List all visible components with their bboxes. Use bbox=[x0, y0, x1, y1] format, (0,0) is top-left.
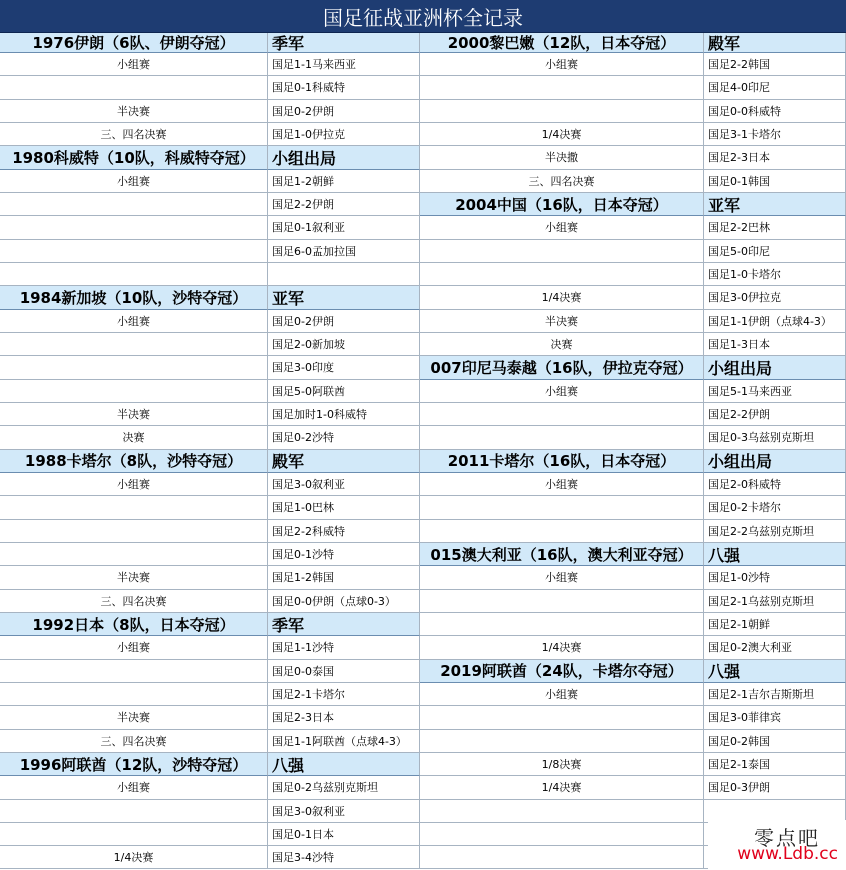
tournament-header: 1976伊朗（6队、伊朗夺冠） bbox=[0, 33, 268, 53]
stage-label: 半决撒 bbox=[420, 146, 704, 169]
match-result: 国足2-3日本 bbox=[704, 146, 846, 169]
match-result: 国足3-0叙利亚 bbox=[268, 473, 420, 496]
stage-label: 小组赛 bbox=[0, 170, 268, 193]
stage-label: 小组赛 bbox=[420, 566, 704, 589]
stage-label bbox=[420, 403, 704, 426]
tournament-result: 殿军 bbox=[268, 450, 420, 473]
tournament-result: 八强 bbox=[268, 753, 420, 776]
stage-label bbox=[0, 193, 268, 216]
stage-label: 半决赛 bbox=[0, 566, 268, 589]
stage-label: 1/4决赛 bbox=[420, 123, 704, 146]
stage-label bbox=[0, 76, 268, 99]
stage-label bbox=[420, 100, 704, 123]
stage-label bbox=[420, 263, 704, 286]
match-result: 国足3-0叙利亚 bbox=[268, 800, 420, 823]
stage-label: 小组赛 bbox=[0, 53, 268, 76]
stage-label: 半决赛 bbox=[0, 403, 268, 426]
match-result: 国足2-2巴林 bbox=[704, 216, 846, 239]
match-result: 国足0-0泰国 bbox=[268, 660, 420, 683]
match-result: 国足0-3乌兹别克斯坦 bbox=[704, 426, 846, 449]
match-result: 国足1-0巴林 bbox=[268, 496, 420, 519]
match-result: 国足2-1朝鲜 bbox=[704, 613, 846, 636]
match-result: 国足1-0卡塔尔 bbox=[704, 263, 846, 286]
stage-label: 1/8决赛 bbox=[420, 753, 704, 776]
watermark-url: www.Ldb.cc bbox=[737, 844, 838, 864]
tournament-result: 季军 bbox=[268, 613, 420, 636]
tournament-header: 1996阿联酋（12队，沙特夺冠） bbox=[0, 753, 268, 776]
tournament-header: 1988卡塔尔（8队，沙特夺冠） bbox=[0, 450, 268, 473]
match-result: 国足2-1卡塔尔 bbox=[268, 683, 420, 706]
stage-label bbox=[0, 240, 268, 263]
stage-label: 小组赛 bbox=[420, 473, 704, 496]
match-result: 国足1-1沙特 bbox=[268, 636, 420, 659]
stage-label bbox=[0, 496, 268, 519]
stage-label: 1/4决赛 bbox=[420, 776, 704, 799]
page-title: 国足征战亚洲杯全记录 bbox=[0, 0, 846, 33]
stage-label bbox=[420, 730, 704, 753]
stage-label: 1/4决赛 bbox=[420, 636, 704, 659]
match-result: 国足1-0伊拉克 bbox=[268, 123, 420, 146]
stage-label bbox=[0, 216, 268, 239]
stage-label bbox=[420, 706, 704, 729]
stage-label bbox=[0, 356, 268, 379]
match-result: 国足3-0印度 bbox=[268, 356, 420, 379]
tournament-header: 2011卡塔尔（16队，日本夺冠） bbox=[420, 450, 704, 473]
stage-label bbox=[420, 590, 704, 613]
stage-label bbox=[0, 333, 268, 356]
stage-label: 小组赛 bbox=[420, 216, 704, 239]
tournament-header: 1984新加坡（10队，沙特夺冠） bbox=[0, 286, 268, 309]
stage-label bbox=[0, 660, 268, 683]
match-result: 国足2-1吉尔吉斯斯坦 bbox=[704, 683, 846, 706]
match-result: 国足2-2韩国 bbox=[704, 53, 846, 76]
match-result: 国足1-0沙特 bbox=[704, 566, 846, 589]
match-result: 国足2-2伊朗 bbox=[704, 403, 846, 426]
stage-label bbox=[420, 846, 704, 869]
match-result: 国足0-3伊朗 bbox=[704, 776, 846, 799]
match-result: 国足0-0伊朗（点球0-3） bbox=[268, 590, 420, 613]
match-result: 国足5-0阿联酋 bbox=[268, 380, 420, 403]
match-result: 国足1-2韩国 bbox=[268, 566, 420, 589]
match-result: 国足5-0印尼 bbox=[704, 240, 846, 263]
match-result: 国足0-1沙特 bbox=[268, 543, 420, 566]
stage-label: 三、四名决赛 bbox=[0, 730, 268, 753]
match-result: 国足2-2科威特 bbox=[268, 520, 420, 543]
stage-label: 三、四名决赛 bbox=[0, 123, 268, 146]
stage-label bbox=[0, 683, 268, 706]
match-result: 国足0-2卡塔尔 bbox=[704, 496, 846, 519]
match-result: 国足0-1科威特 bbox=[268, 76, 420, 99]
match-result: 国足1-3日本 bbox=[704, 333, 846, 356]
stage-label bbox=[0, 543, 268, 566]
match-result: 国足3-0伊拉克 bbox=[704, 286, 846, 309]
match-result: 国足3-1卡塔尔 bbox=[704, 123, 846, 146]
stage-label bbox=[0, 520, 268, 543]
match-result: 国足2-1泰国 bbox=[704, 753, 846, 776]
stage-label bbox=[0, 823, 268, 846]
stage-label: 小组赛 bbox=[0, 776, 268, 799]
match-result: 国足4-0印尼 bbox=[704, 76, 846, 99]
tournament-result: 小组出局 bbox=[268, 146, 420, 169]
tournament-result: 殿军 bbox=[704, 33, 846, 53]
match-result: 国足1-2朝鲜 bbox=[268, 170, 420, 193]
tournament-result: 八强 bbox=[704, 543, 846, 566]
tournament-result: 小组出局 bbox=[704, 356, 846, 379]
match-result: 国足1-1马来西亚 bbox=[268, 53, 420, 76]
match-result: 国足6-0孟加拉国 bbox=[268, 240, 420, 263]
stage-label: 小组赛 bbox=[420, 53, 704, 76]
match-result: 国足3-0菲律宾 bbox=[704, 706, 846, 729]
match-result: 国足0-1日本 bbox=[268, 823, 420, 846]
match-result: 国足0-2澳大利亚 bbox=[704, 636, 846, 659]
stage-label: 小组赛 bbox=[0, 310, 268, 333]
results-table bbox=[0, 33, 846, 869]
stage-label: 小组赛 bbox=[0, 473, 268, 496]
tournament-result: 亚军 bbox=[268, 286, 420, 309]
match-result: 国足2-1乌兹别克斯坦 bbox=[704, 590, 846, 613]
stage-label: 三、四名决赛 bbox=[0, 590, 268, 613]
stage-label: 半决赛 bbox=[420, 310, 704, 333]
match-result: 国足0-2伊朗 bbox=[268, 310, 420, 333]
stage-label: 三、四名决赛 bbox=[420, 170, 704, 193]
tournament-result: 八强 bbox=[704, 660, 846, 683]
match-result: 国足5-1马来西亚 bbox=[704, 380, 846, 403]
tournament-header: 015澳大利亚（16队，澳大利亚夺冠） bbox=[420, 543, 704, 566]
stage-label: 小组赛 bbox=[420, 683, 704, 706]
stage-label bbox=[420, 613, 704, 636]
stage-label bbox=[420, 76, 704, 99]
tournament-header: 2004中国（16队，日本夺冠） bbox=[420, 193, 704, 216]
match-result: 国足0-2沙特 bbox=[268, 426, 420, 449]
match-result: 国足1-1伊朗（点球4-3） bbox=[704, 310, 846, 333]
stage-label bbox=[420, 823, 704, 846]
stage-label: 半决赛 bbox=[0, 706, 268, 729]
match-result: 国足0-0科威特 bbox=[704, 100, 846, 123]
stage-label: 决赛 bbox=[0, 426, 268, 449]
stage-label: 小组赛 bbox=[0, 636, 268, 659]
stage-label bbox=[0, 800, 268, 823]
tournament-result: 小组出局 bbox=[704, 450, 846, 473]
site-watermark bbox=[708, 820, 846, 870]
match-result: 国足0-2伊朗 bbox=[268, 100, 420, 123]
match-result: 国足0-2乌兹别克斯坦 bbox=[268, 776, 420, 799]
stage-label bbox=[420, 496, 704, 519]
match-result: 国足2-0新加坡 bbox=[268, 333, 420, 356]
match-result: 国足2-3日本 bbox=[268, 706, 420, 729]
match-result: 国足3-4沙特 bbox=[268, 846, 420, 869]
stage-label bbox=[0, 380, 268, 403]
match-result: 国足加时1-0科威特 bbox=[268, 403, 420, 426]
match-result: 国足0-2韩国 bbox=[704, 730, 846, 753]
tournament-header: 1992日本（8队，日本夺冠） bbox=[0, 613, 268, 636]
match-result: 国足2-2伊朗 bbox=[268, 193, 420, 216]
match-result: 国足0-1韩国 bbox=[704, 170, 846, 193]
match-result bbox=[268, 263, 420, 286]
tournament-header: 2019阿联酋（24队，卡塔尔夺冠） bbox=[420, 660, 704, 683]
stage-label bbox=[0, 263, 268, 286]
tournament-header: 1980科威特（10队，科威特夺冠） bbox=[0, 146, 268, 169]
match-result: 国足2-2乌兹别克斯坦 bbox=[704, 520, 846, 543]
stage-label: 小组赛 bbox=[420, 380, 704, 403]
stage-label bbox=[420, 426, 704, 449]
match-result: 国足2-0科威特 bbox=[704, 473, 846, 496]
match-result: 国足0-1叙利亚 bbox=[268, 216, 420, 239]
watermark-name: 零点吧 bbox=[754, 826, 820, 850]
tournament-result: 亚军 bbox=[704, 193, 846, 216]
tournament-result: 季军 bbox=[268, 33, 420, 53]
tournament-header: 2000黎巴嫩（12队，日本夺冠） bbox=[420, 33, 704, 53]
stage-label bbox=[420, 800, 704, 823]
tournament-header: 007印尼马泰越（16队，伊拉克夺冠） bbox=[420, 356, 704, 379]
stage-label: 1/4决赛 bbox=[0, 846, 268, 869]
match-result: 国足1-1阿联酋（点球4-3） bbox=[268, 730, 420, 753]
stage-label bbox=[420, 240, 704, 263]
stage-label: 半决赛 bbox=[0, 100, 268, 123]
stage-label bbox=[420, 520, 704, 543]
stage-label: 1/4决赛 bbox=[420, 286, 704, 309]
stage-label: 决赛 bbox=[420, 333, 704, 356]
